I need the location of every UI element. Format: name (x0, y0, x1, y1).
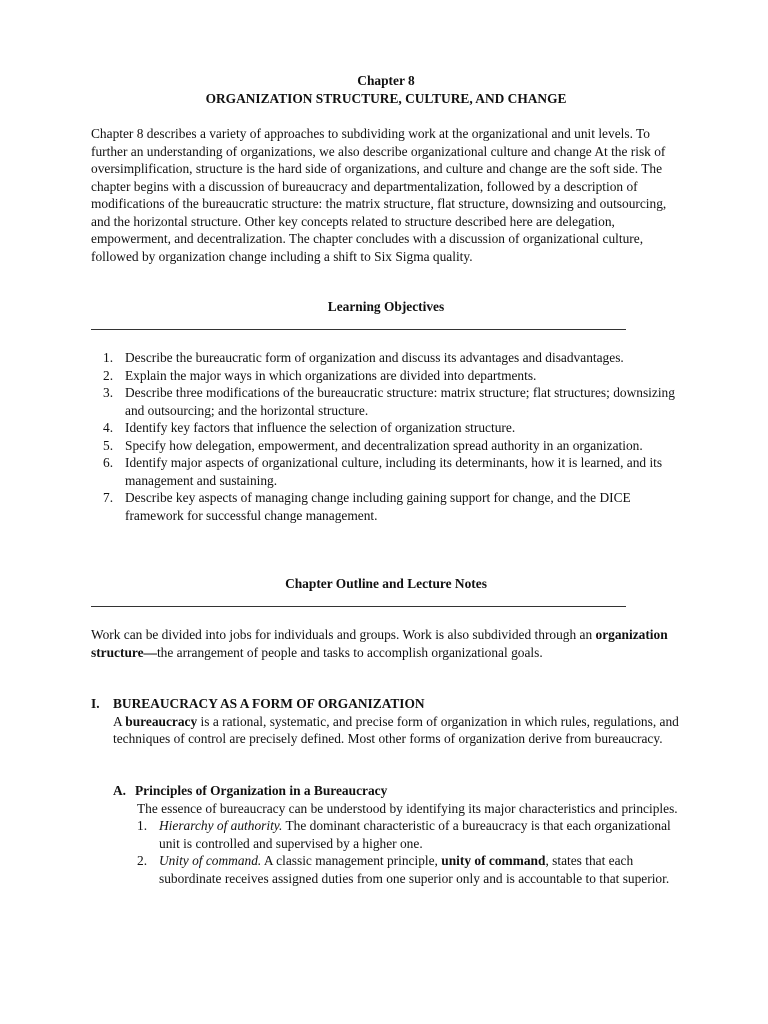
chapter-number: Chapter 8 (357, 73, 415, 88)
objective-text: Identify key factors that influence the selection of organization structure. (125, 420, 516, 435)
subsection-number: A. (113, 783, 127, 798)
principle-text: The dominant characteristic of a bureaucracy is that each (282, 818, 595, 833)
principle-text-end: , states that each subordinate receives assigned duties from one superior only and is accountable to that superior. (159, 853, 670, 886)
objective-item (91, 367, 681, 385)
section-i-paragraph (91, 713, 681, 748)
subsection-a (113, 782, 683, 887)
principle-term: Unity of command. (159, 853, 262, 868)
outline-term: organization structure— (91, 627, 668, 660)
principle-term: Hierarchy of authority. (159, 818, 283, 833)
objective-number: 4. (103, 420, 114, 435)
principle-item (137, 852, 683, 887)
objective-number: 5. (103, 437, 114, 453)
chapter-title: ORGANIZATION STRUCTURE, CULTURE, AND CHANGE (205, 91, 567, 106)
principle-text-end: rganizational unit is controlled and supervised by a higher one. (159, 818, 671, 851)
principle-text: A classic management principle, (261, 853, 442, 868)
objective-item (91, 384, 681, 419)
objective-item (91, 454, 681, 489)
outline-text: Work can be divided into jobs for individuals and groups. Work is also subdivided through an (91, 627, 596, 642)
objective-item (91, 349, 681, 367)
objective-number: 7. (103, 490, 114, 505)
objective-text: Describe key aspects of managing change including gaining support for change, and the DICE framework for successful change management. (125, 490, 631, 523)
subsection-a-intro: The essence of bureaucracy can be understood by identifying its major characteristics and principles. (137, 800, 678, 816)
objective-item (91, 437, 681, 455)
objective-number: 2. (103, 367, 114, 383)
objective-text: Describe three modifications of the bureaucratic structure: matrix structure; flat structures; downsizing and outsourcing; and the horizontal structure. (125, 385, 675, 418)
section-i-heading (91, 695, 681, 713)
outline-divider (91, 606, 626, 607)
section-text: A (113, 713, 126, 729)
objectives-divider (91, 329, 626, 330)
subsection-title: Principles of Organization in a Bureaucracy (135, 783, 388, 798)
objective-number: 1. (103, 350, 114, 365)
outline-paragraph (91, 626, 681, 661)
principle-number: 1. (137, 818, 148, 833)
objective-text: Identify major aspects of organizational culture, including its determinants, how it is learned, and its management and sustaining. (125, 455, 663, 488)
objective-number: 3. (103, 385, 114, 400)
objective-text: Specify how delegation, empowerment, and decentralization spread authority in an organization. (125, 437, 643, 453)
objective-text: Describe the bureaucratic form of organization and discuss its advantages and disadvantages. (125, 350, 624, 365)
objective-item (91, 489, 681, 524)
objective-text: Explain the major ways in which organizations are divided into departments. (125, 367, 537, 383)
section-number: I. (91, 696, 100, 711)
principles-list (113, 817, 683, 887)
objective-item (91, 419, 681, 437)
principle-item (137, 817, 683, 852)
section-text-end: is a rational, systematic, and precise form of organization in which rules, regulations, and techniques of control are precisely defined. Most other forms of organization derive from bureaucracy. (113, 713, 679, 746)
principle-bold-term: unity of command (441, 853, 546, 868)
section-term: bureaucracy (125, 713, 198, 729)
outline-heading: Chapter Outline and Lecture Notes (285, 576, 487, 591)
objective-number: 6. (103, 455, 114, 470)
section-title: BUREAUCRACY AS A FORM OF ORGANIZATION (113, 696, 425, 711)
section-i (91, 695, 681, 748)
learning-objectives-heading: Learning Objectives (327, 299, 445, 314)
intro-paragraph: Chapter 8 describes a variety of approaches to subdividing work at the organizational and unit levels. To further an understanding of organizations, we also describe organizational culture and change At the risk of oversimplification, structure is the hard side of organizations, and culture and change are the soft side. The chapter begins with a discussion of bureaucracy and departmentalization, followed by a description of modifications of the bureaucratic structure: the matrix structure, flat structure, downsizing and outsourcing, and the horizontal structure. Other key concepts related to structure described here are delegation, empowerment, and decentralization. The chapter concludes with a discussion of organizational culture, followed by organization change including a shift to Six Sigma quality. (91, 126, 667, 264)
subsection-a-heading (113, 782, 683, 800)
principle-italic-letter: o (594, 818, 602, 833)
principle-number: 2. (137, 853, 148, 868)
outline-text-end: the arrangement of people and tasks to accomplish organizational goals. (156, 644, 543, 660)
learning-objectives-list (91, 349, 681, 524)
